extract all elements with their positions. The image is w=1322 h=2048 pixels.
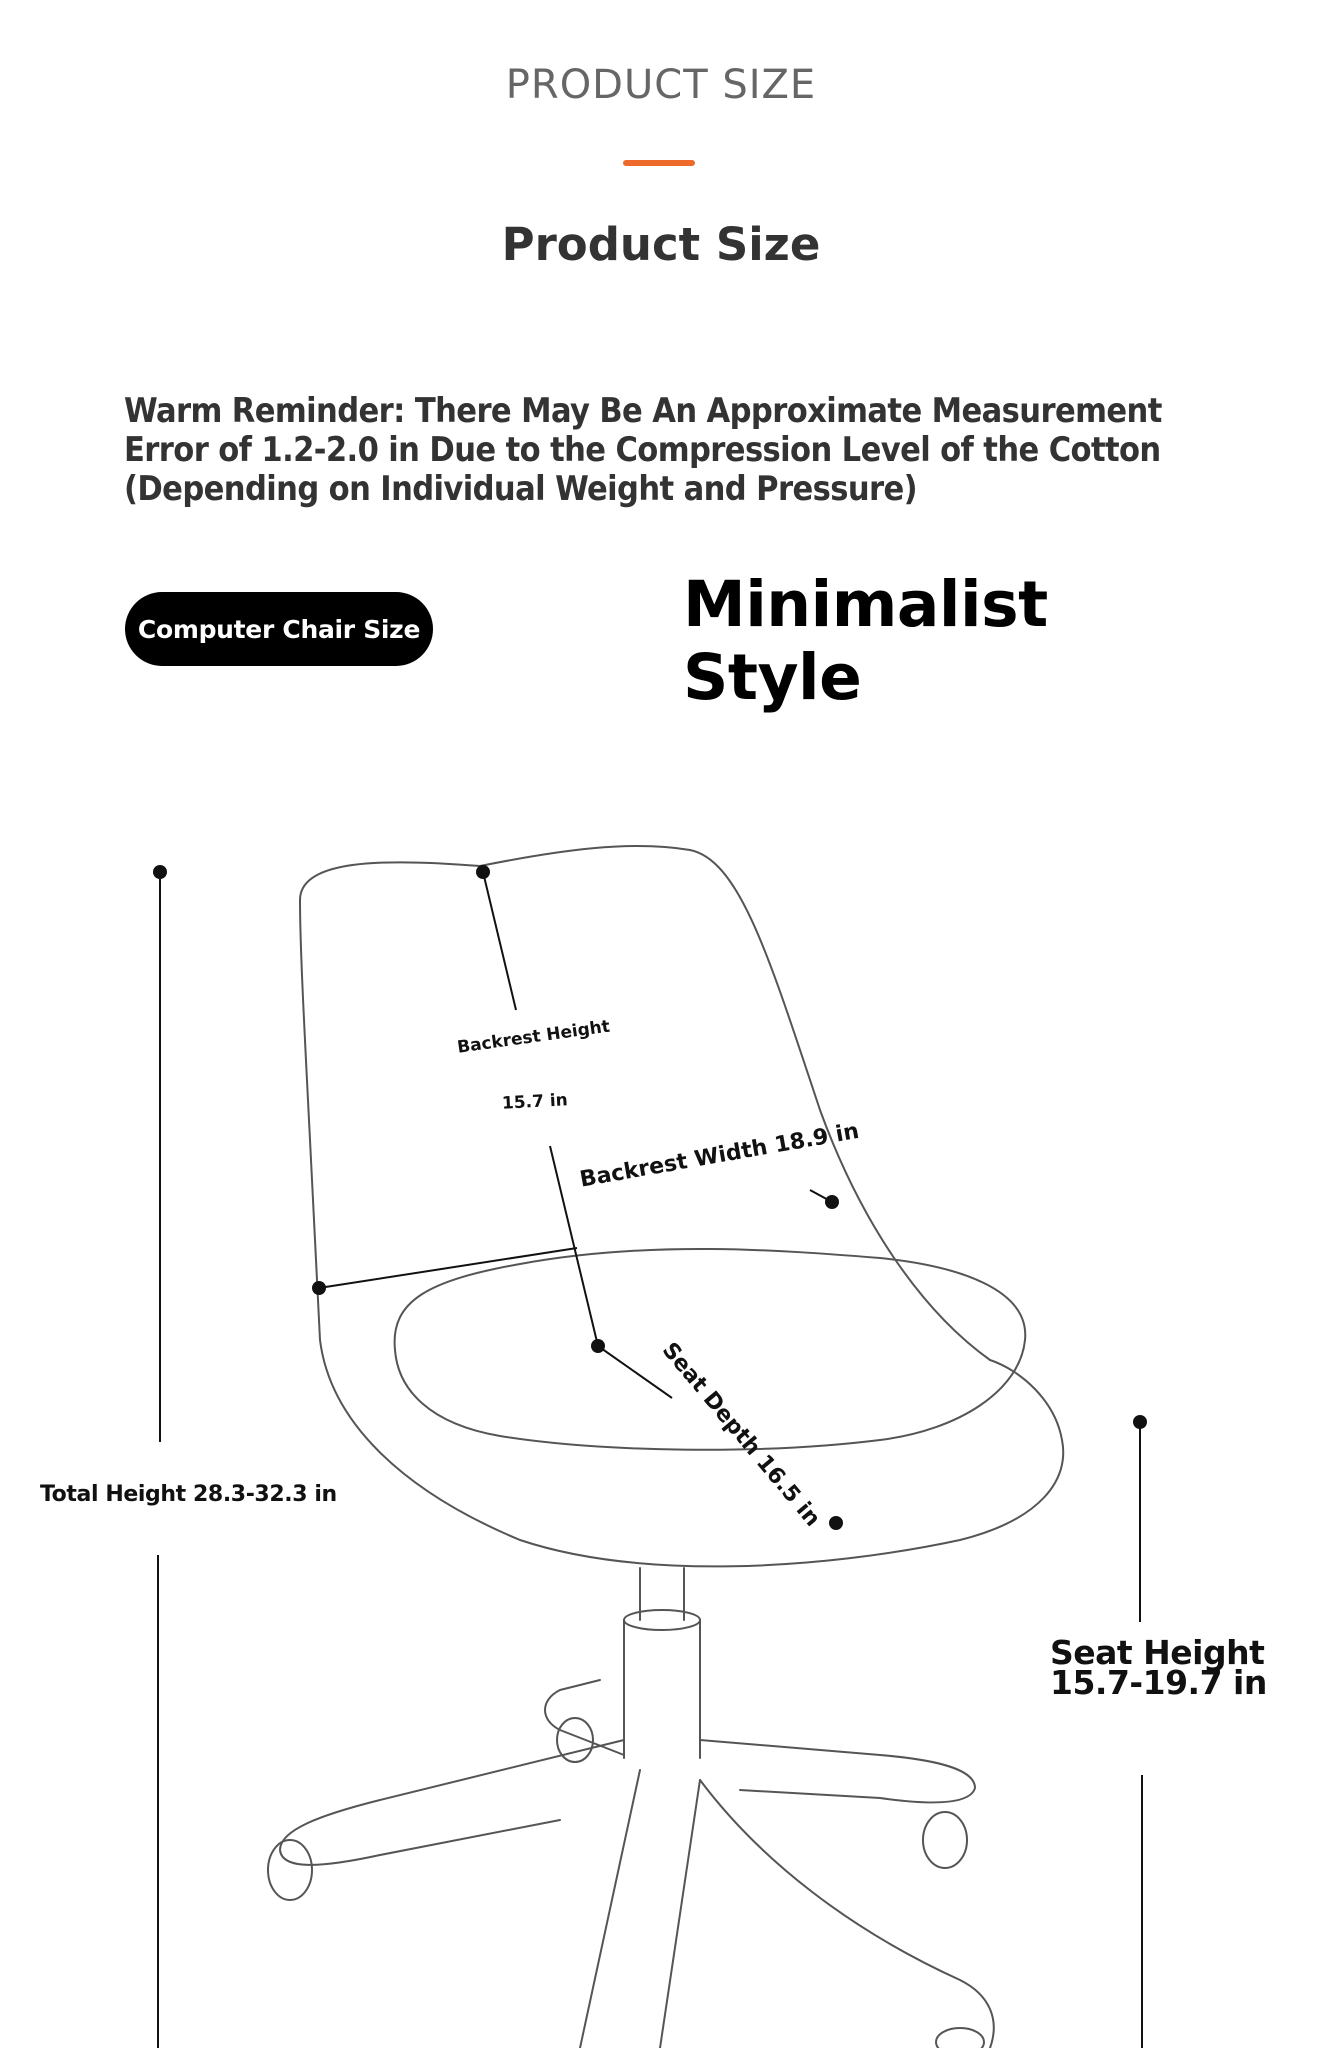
total-height-label: Total Height 28.3-32.3 in bbox=[40, 1482, 337, 1507]
accent-divider bbox=[623, 160, 695, 166]
lift-collar bbox=[624, 1610, 700, 1630]
caster-front bbox=[936, 2028, 984, 2048]
seat-shell-right bbox=[520, 1360, 1063, 1566]
base-leg-left bbox=[280, 1740, 624, 1865]
chair-line-drawing bbox=[0, 780, 1322, 2048]
backrest-width-dot-left bbox=[312, 1281, 326, 1295]
backrest-height-value: 15.7 in bbox=[501, 1090, 569, 1114]
backrest-height-line-top bbox=[483, 872, 516, 1010]
page-subtitle: Product Size bbox=[501, 218, 821, 271]
section-label: PRODUCT SIZE bbox=[505, 62, 817, 108]
backrest-width-dot-right bbox=[825, 1195, 839, 1209]
caster-right bbox=[923, 1812, 967, 1868]
backrest-height-label: Backrest Height bbox=[456, 1016, 612, 1058]
seat-depth-dot bbox=[829, 1516, 843, 1530]
chair-diagram bbox=[0, 780, 1322, 2048]
backrest-left-edge bbox=[300, 900, 520, 1540]
base-leg-front bbox=[580, 1770, 700, 2048]
chair-size-badge: Computer Chair Size bbox=[125, 592, 433, 666]
measurement-reminder: Warm Reminder: There May Be An Approximate Measurement Error of 1.2-2.0 in Due to the Compression Level of the Cotton (Depending on Individual Weight and Pressure) bbox=[124, 391, 1162, 509]
backrest-outer-edge bbox=[300, 846, 990, 1360]
backrest-width-label: Backrest Width 18.9 in bbox=[578, 1118, 861, 1193]
seat-height-label: Seat Height 15.7-19.7 in bbox=[1050, 1633, 1267, 1702]
backrest-height-dot-top bbox=[476, 865, 490, 879]
seat-depth-label: Seat Depth 16.5 in bbox=[656, 1338, 825, 1532]
base-leg-front-right bbox=[700, 1780, 994, 2048]
base-leg-right bbox=[700, 1740, 975, 1802]
seat-height-dot bbox=[1133, 1415, 1147, 1429]
seat-cushion bbox=[395, 1249, 1026, 1450]
chair-outline bbox=[268, 846, 1063, 2048]
lift-cylinder bbox=[624, 1620, 700, 1758]
caster-left bbox=[268, 1840, 312, 1900]
style-title: Minimalist Style bbox=[683, 568, 1048, 714]
lift-top bbox=[640, 1568, 684, 1620]
dimension-lines bbox=[153, 865, 1147, 2048]
total-height-dot bbox=[153, 865, 167, 879]
